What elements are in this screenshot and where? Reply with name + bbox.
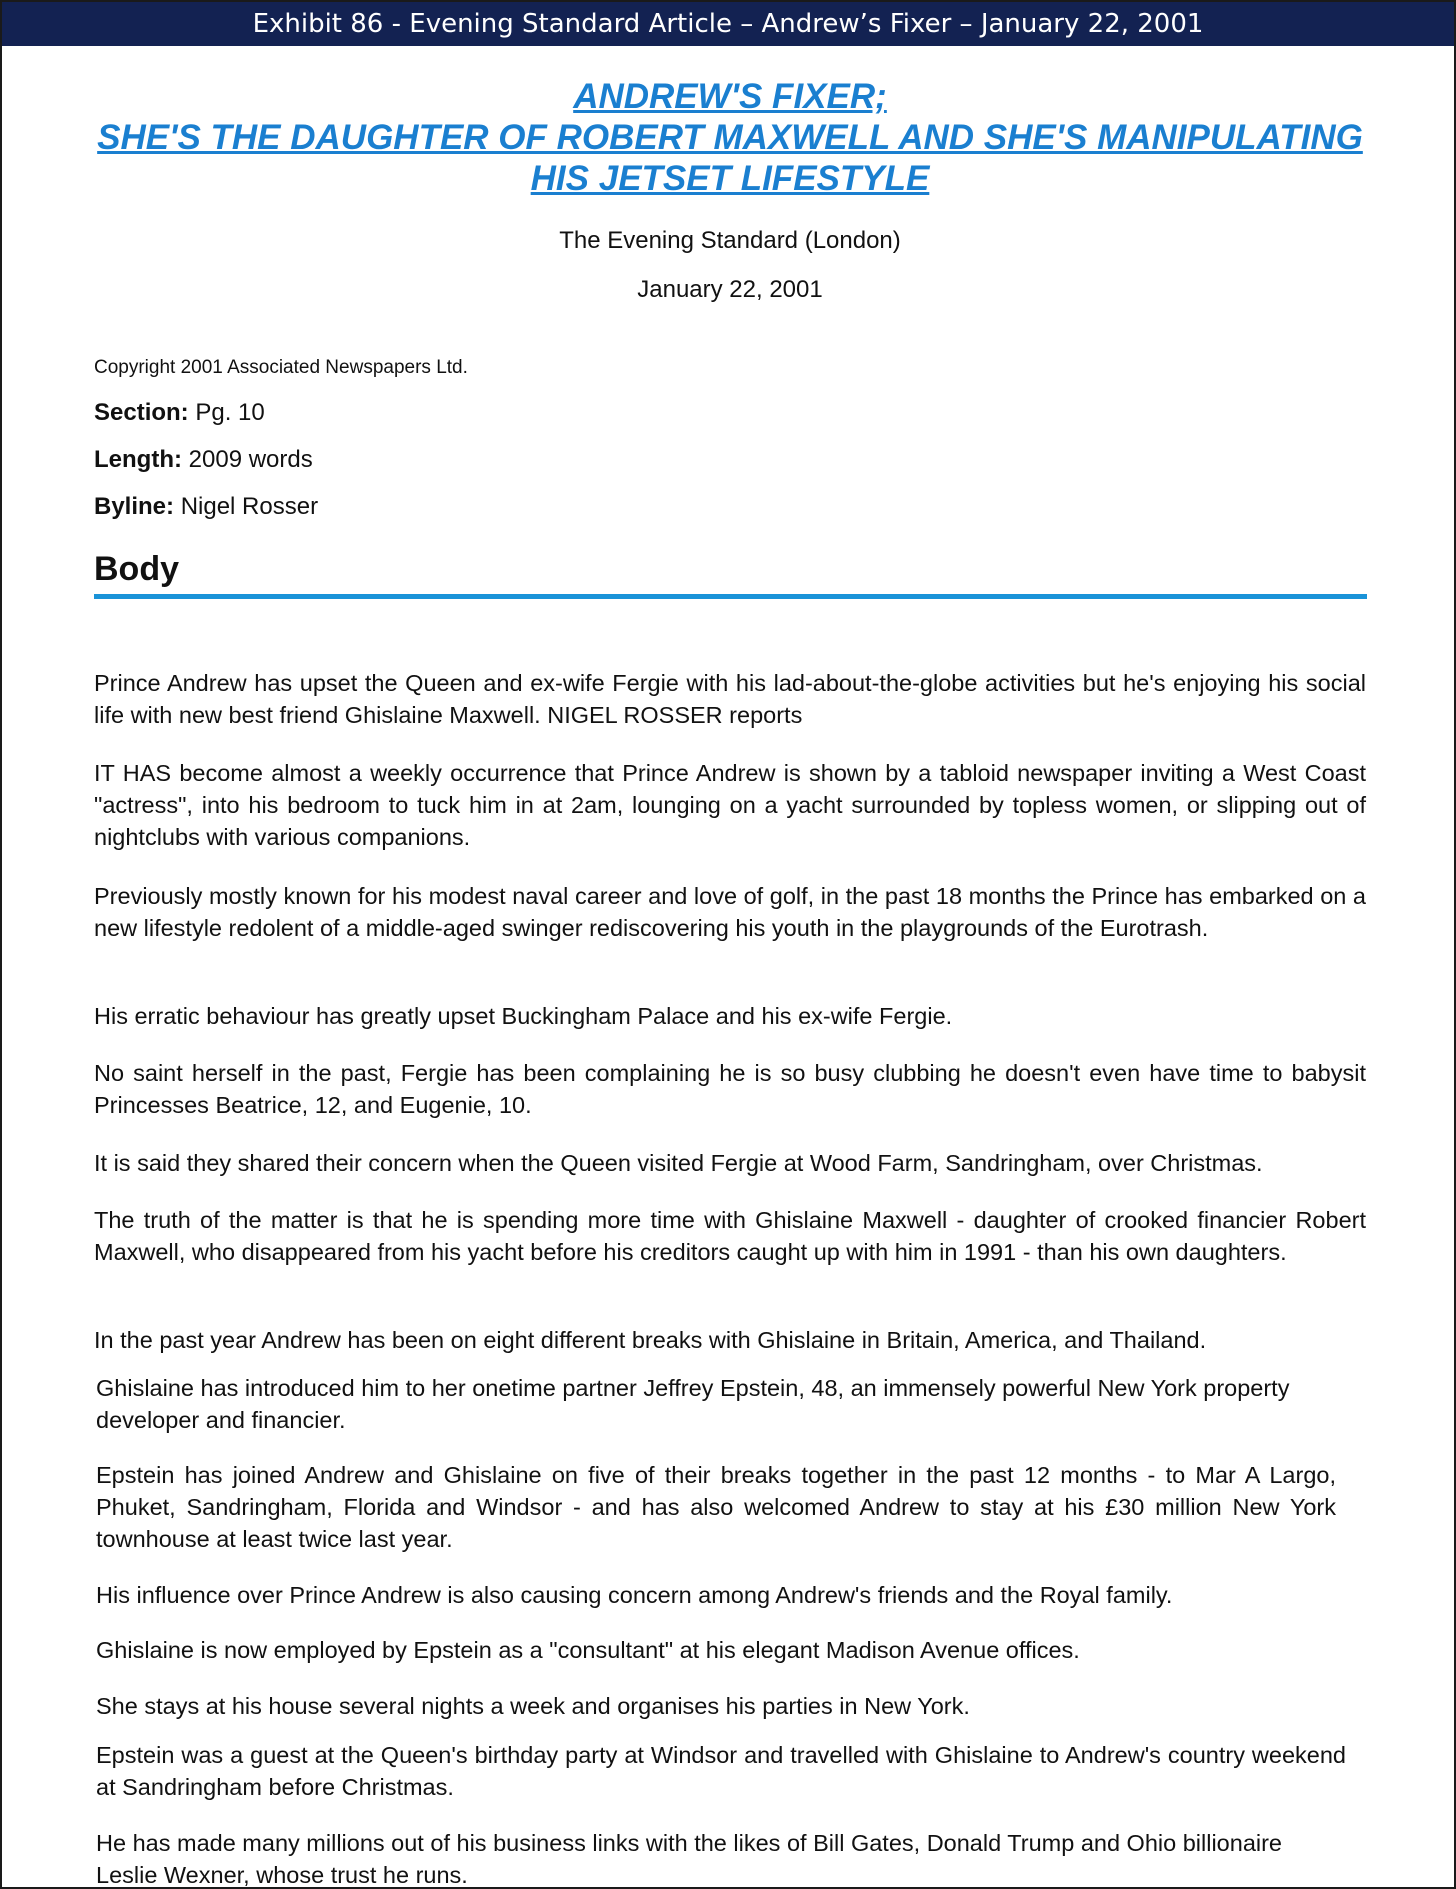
article-headline (82, 76, 1378, 199)
body-paragraph: His influence over Prince Andrew is also causing concern among Andrew's friends and the Royal family. (96, 1582, 1173, 1608)
body-paragraph: Previously mostly known for his modest naval career and love of golf, in the past 18 months the Prince has embarked on a new lifestyle redolent of a middle-aged swinger rediscovering his youth in the playgrounds of the Eurotrash. (94, 883, 1366, 941)
byline-value: Nigel Rosser (180, 493, 319, 520)
byline-meta (94, 493, 318, 521)
publication-date: January 22, 2001 (637, 276, 823, 303)
headline-line: SHE'S THE DAUGHTER OF ROBERT MAXWELL AND SHE'S MANIPULATING (97, 118, 1363, 157)
length-meta (94, 446, 313, 474)
body-heading: Body (94, 550, 179, 588)
body-paragraph: It is said they shared their concern when the Queen visited Fergie at Wood Farm, Sandringham, over Christmas. (94, 1150, 1263, 1176)
section-label: Section: (94, 399, 189, 426)
body-paragraph: The truth of the matter is that he is spending more time with Ghislaine Maxwell - daughter of crooked financier Robert Maxwell, who disappeared from his yacht before his creditors caught up with him in 1991 - than his own daughters. (94, 1207, 1366, 1265)
headline-line: ANDREW'S FIXER; (573, 77, 887, 116)
body-paragraph: Ghislaine has introduced him to her onetime partner Jeffrey Epstein, 48, an immensely powerful New York property developer and financier. (96, 1375, 1290, 1433)
headline-line: HIS JETSET LIFESTYLE (530, 159, 930, 198)
body-paragraph: Ghislaine is now employed by Epstein as a "consultant" at his elegant Madison Avenue offices. (96, 1637, 1080, 1663)
body-divider (94, 594, 1367, 599)
byline-label: Byline: (94, 493, 175, 520)
body-paragraph: His erratic behaviour has greatly upset Buckingham Palace and his ex-wife Fergie. (94, 1003, 953, 1029)
body-paragraph: Epstein was a guest at the Queen's birthday party at Windsor and travelled with Ghislaine to Andrew's country weekend at Sandringham before Christmas. (96, 1742, 1346, 1800)
body-paragraph: Prince Andrew has upset the Queen and ex-wife Fergie with his lad-about-the-globe activities but he's enjoying his social life with new best friend Ghislaine Maxwell. NIGEL ROSSER reports (94, 670, 1366, 728)
body-paragraph: She stays at his house several nights a week and organises his parties in New York. (96, 1693, 970, 1719)
publication-source: The Evening Standard (London) (559, 227, 901, 254)
length-label: Length: (94, 446, 182, 473)
body-paragraph: In the past year Andrew has been on eight different breaks with Ghislaine in Britain, America, and Thailand. (94, 1327, 1207, 1353)
length-value: 2009 words (188, 446, 313, 473)
body-paragraph: He has made many millions out of his business links with the likes of Bill Gates, Donald Trump and Ohio billionaire Leslie Wexner, whose trust he runs. (96, 1830, 1283, 1888)
copyright-notice: Copyright 2001 Associated Newspapers Ltd. (94, 357, 468, 378)
section-meta (94, 399, 265, 427)
body-paragraph: No saint herself in the past, Fergie has been complaining he is so busy clubbing he doesn't even have time to babysit Princesses Beatrice, 12, and Eugenie, 10. (94, 1060, 1366, 1118)
body-paragraph: Epstein has joined Andrew and Ghislaine on five of their breaks together in the past 12 months - to Mar A Largo, Phuket, Sandringham, Florida and Windsor - and has also welcomed Andrew to stay at his £30 million New York townhouse at least twice last year. (96, 1462, 1336, 1552)
exhibit-title-bar: Exhibit 86 - Evening Standard Article – Andrew’s Fixer – January 22, 2001 (2, 2, 1454, 46)
section-value: Pg. 10 (195, 399, 265, 426)
body-paragraph: IT HAS become almost a weekly occurrence that Prince Andrew is shown by a tabloid newspaper inviting a West Coast "actress", into his bedroom to tuck him in at 2am, lounging on a yacht surrounded by topless women, or slipping out of nightclubs with various companions. (94, 760, 1366, 850)
